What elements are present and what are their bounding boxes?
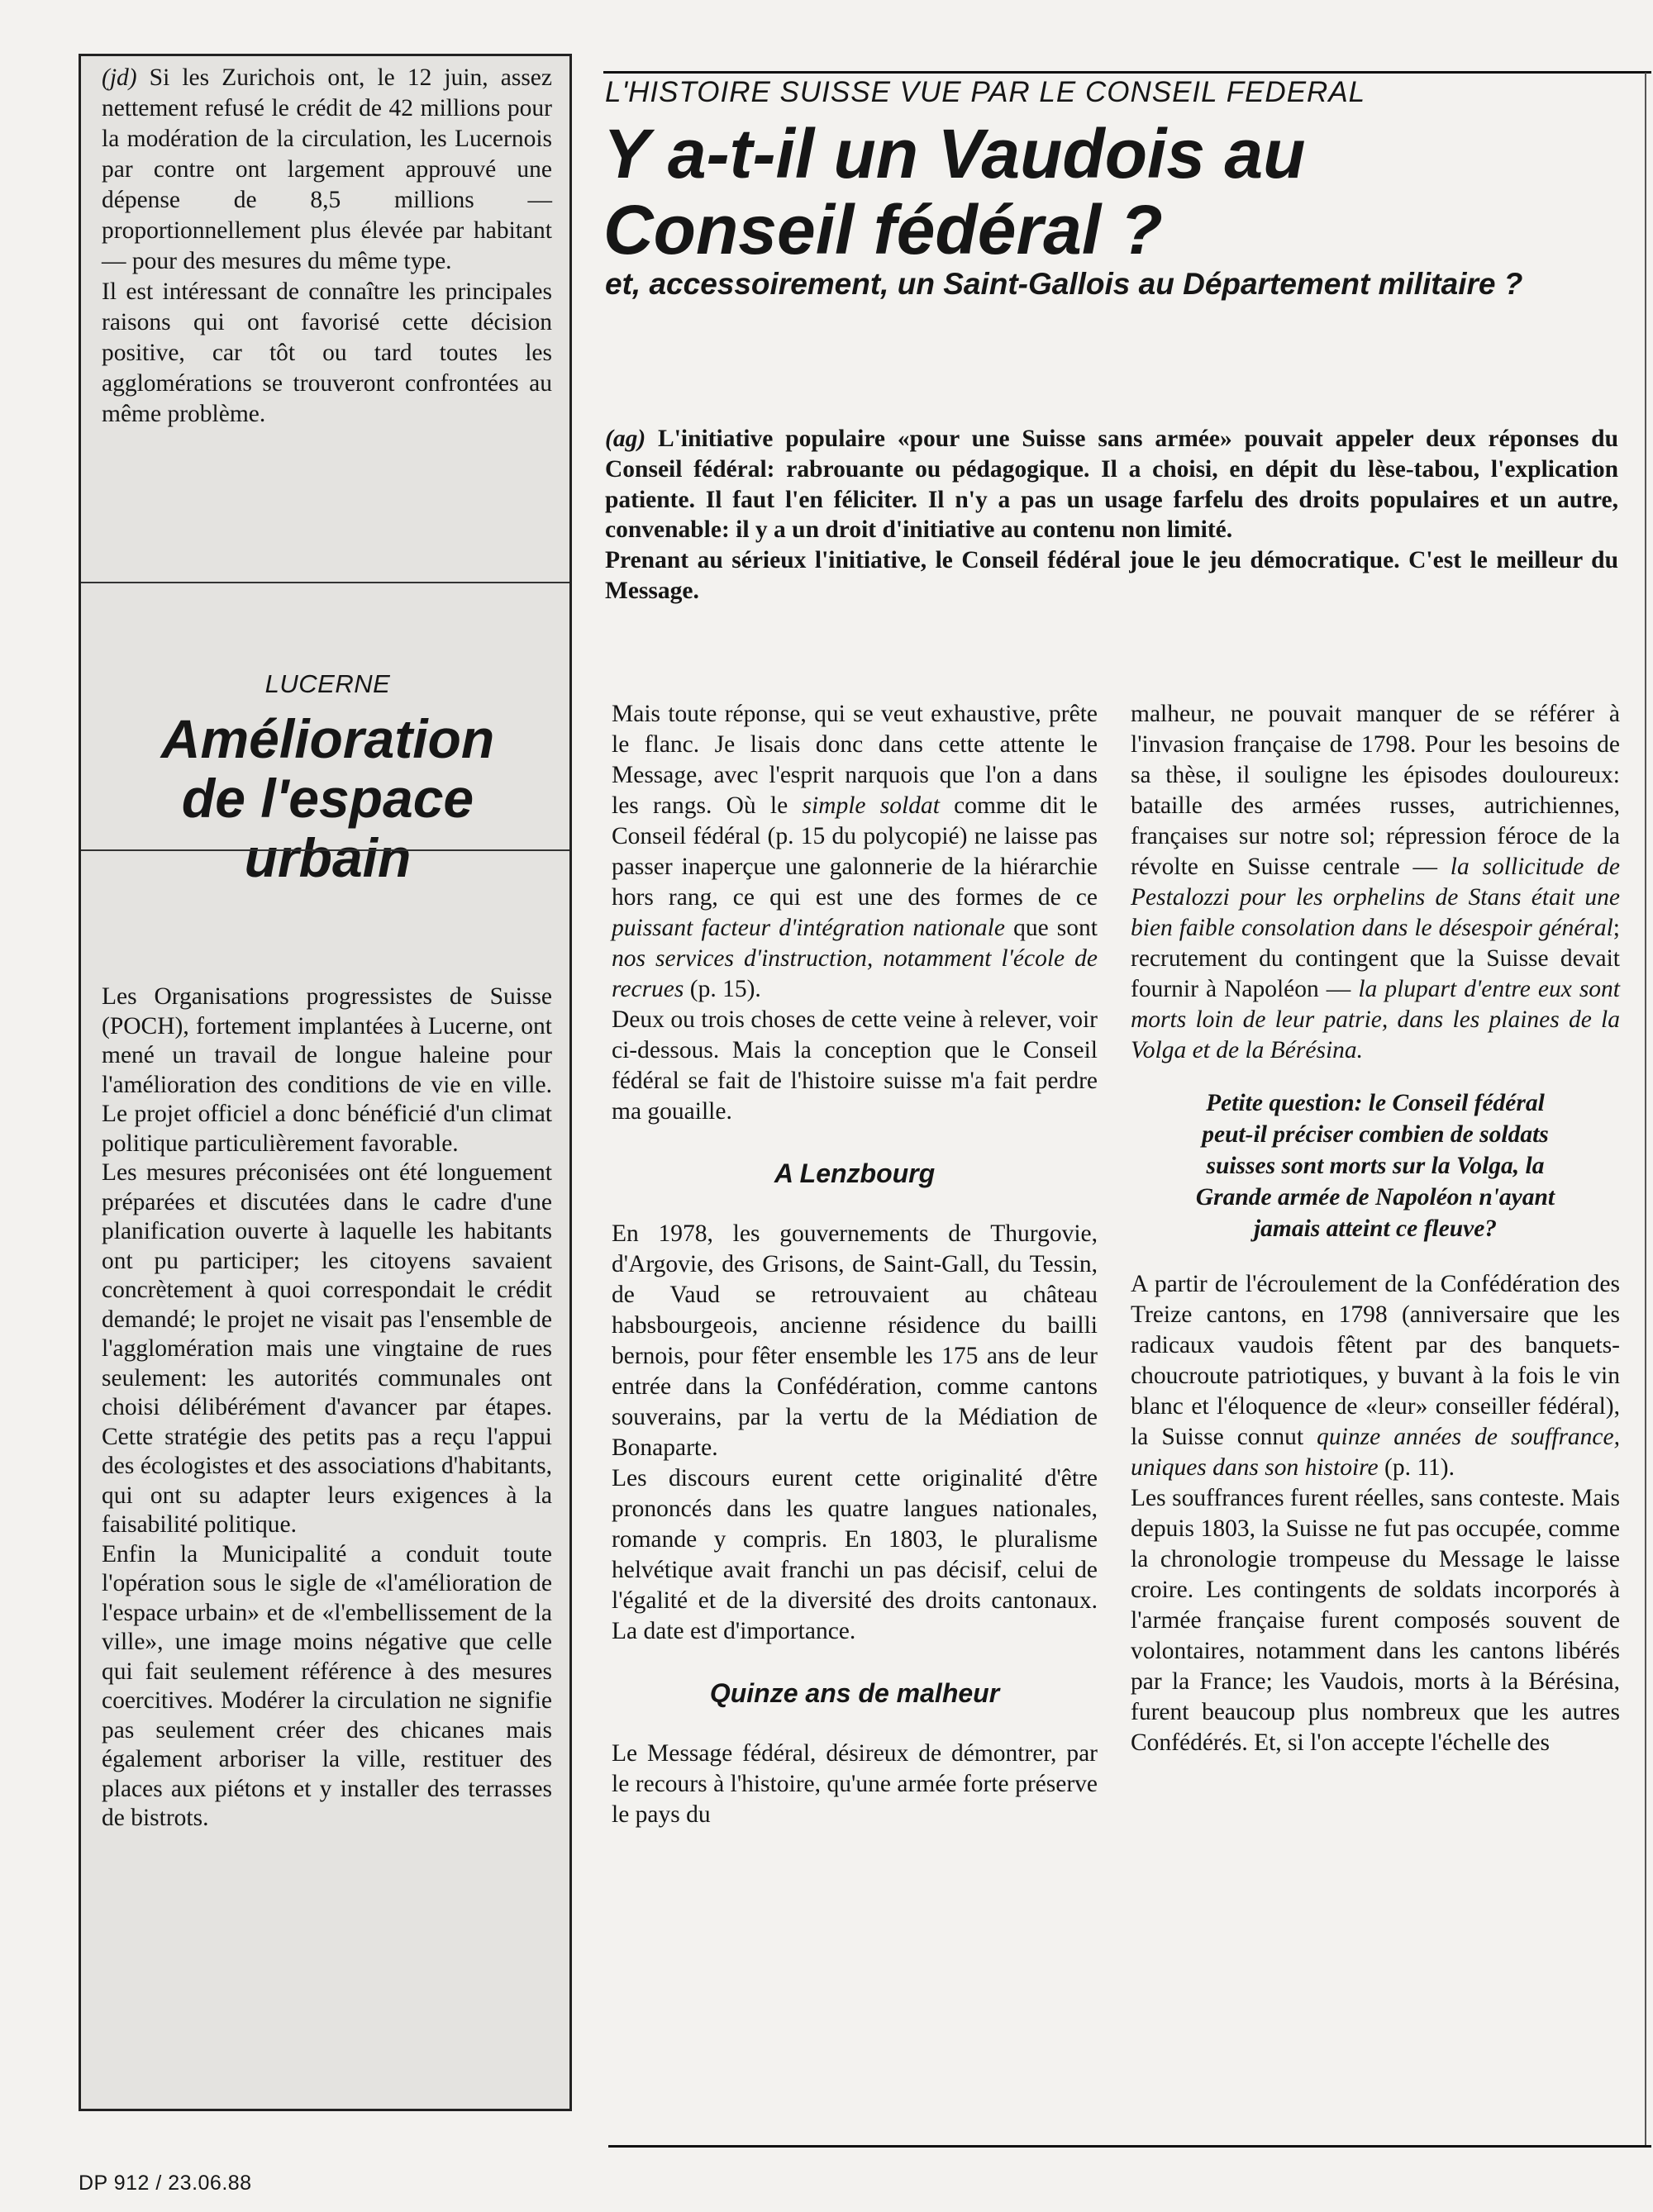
subhead-lenzbourg: A Lenzbourg xyxy=(774,1158,936,1188)
intro-text-2: Il est intéressant de connaître les principales raisons qui ont favorisé cette décision positive, car tôt ou tard toutes les agglomérations se trouveront confrontées au même problème. xyxy=(102,278,552,427)
sidebar-title-line-1: Amélioration xyxy=(160,708,495,769)
pullquote: Petite question: le Conseil fédéral peut-il préciser combien de soldats suisses sont morts sur la Volga, la Grande armée de Napoléon n'ayant jamais atteint ce fleuve? xyxy=(1195,1090,1555,1242)
col-b-paragraph-2: A partir de l'écroulement de la Confédération des Treize cantons, en 1798 (anniversaire que les radicaux vaudois fêtent par des banquets-choucroute patriotiques, y buvant à la fois le vin blanc et l'éloquence de «leur» conseiller fédéral), la Suisse connut quinze années de souffrance, uniques dans son histoire (p. 11). xyxy=(1131,1271,1620,1481)
col-b-paragraph-3: Les souffrances furent réelles, sans conteste. Mais depuis 1803, la Suisse ne fut pas occupée, comme la chronologie trompeuse du Message le laisse croire. Les contingents de soldats incorporés à l'armée française furent composés souvent de volontaires, notamment dans les cantons libérés par la France; les Vaudois, morts à la Bérésina, furent beaucoup plus nombreux que les autres Confédérés. Et, si l'on accepte l'échelle des xyxy=(1131,1485,1620,1756)
col-a-paragraph-4: Les discours eurent cette originalité d'être prononcés dans les quatre langues nationales, romande y compris. En 1803, le pluralisme helvétique avait franchi un pas décisif, celui de l'égalité et de la diversité des droits cantonaux. La date est d'importance. xyxy=(612,1465,1098,1644)
article-title xyxy=(603,116,1645,268)
article-column-1 xyxy=(612,699,1098,1830)
col-a-paragraph-2: Deux ou trois choses de cette veine à relever, voir ci-dessous. Mais la conception que le Conseil fédéral se fait de l'histoire suisse m'a fait perdre ma gouaille. xyxy=(612,1006,1098,1125)
article-kicker: L'HISTOIRE SUISSE VUE PAR LE CONSEIL FEDERAL xyxy=(605,76,1366,108)
left-sidebar-box xyxy=(79,54,572,2111)
lead-text-1: L'initiative populaire «pour une Suisse sans armée» pouvait appeler deux réponses du Conseil fédéral: rabrouante ou pédagogique. Il a choisi, en dépit du lèse-tabou, l'explication patiente. Il faut l'en féliciter. Il n'y a pas un usage farfelu des droits populaires et un autre, convenable: il y a un droit d'initiative au contenu non limité. xyxy=(605,426,1618,544)
col-a-paragraph-1: Mais toute réponse, qui se veut exhaustive, prête le flanc. Je lisais donc dans cette attente le Message, avec l'esprit narquois que l'on a dans les rangs. Où le simple soldat comme dit le Conseil fédéral (p. 15 du polycopié) ne laisse pas passer inaperçue une galonnerie de la hiérarchie hors rang, ce qui est une des formes de ce puissant facteur d'intégration nationale que sont nos services d'instruction, notamment l'école de recrues (p. 15). xyxy=(612,701,1098,1002)
sidebar-divider-top xyxy=(81,582,569,583)
intro-paragraph xyxy=(102,63,552,430)
sidebar-title xyxy=(81,709,574,887)
header-rule xyxy=(603,71,1651,74)
article-column-2 xyxy=(1131,699,1620,1758)
col-b-paragraph-1: malheur, ne pouvait manquer de se référer à l'invasion française de 1798. Pour les besoins de sa thèse, il souligne les épisodes douloureux: bataille des armées russes, autrichiennes, françaises sur notre sol; répression féroce de la révolte en Suisse centrale — la sollicitude de Pestalozzi pour les orphelins de Stans était une bien faible consolation dans le désespoir général; recrutement du contingent que la Suisse devait fournir à Napoléon — la plupart d'entre eux sont morts loin de leur patrie, dans les plaines de la Volga et de la Bérésina. xyxy=(1131,701,1621,1063)
sidebar-kicker: LUCERNE xyxy=(264,669,391,698)
sidebar-title-line-2: de l'espace xyxy=(181,768,474,829)
col-a-paragraph-5: Le Message fédéral, désireux de démontrer, par le recours à l'histoire, qu'une armée forte préserve le pays du xyxy=(612,1740,1098,1828)
pullquote-wrapper xyxy=(1131,1066,1620,1269)
sidebar-divider-bottom xyxy=(81,849,569,851)
sidebar-body-p2: Les mesures préconisées ont été longuement préparées et discutées dans le cadre d'une planification ouverte à laquelle les habitants ont pu participer; les citoyens savaient concrètement à quoi correspondait le crédit demandé; le projet ne visait pas l'ensemble de l'agglomération mais une vingtaine de rues seulement: les autorités communales ont choisi délibérément d'avancer par étapes. Cette stratégie des petits pas a reçu l'appui des écologistes et des associations d'habitants, qui ont su adapter leurs exigences à la faisabilité politique. xyxy=(102,1159,552,1538)
article-lead xyxy=(605,424,1618,607)
article-title-line-2: Conseil fédéral ? xyxy=(603,191,1163,269)
intro-author-tag: (jd) xyxy=(102,64,137,91)
sidebar-body xyxy=(102,982,552,1834)
page-footer: DP 912 / 23.06.88 xyxy=(79,2172,252,2195)
lead-author-tag: (ag) xyxy=(605,426,646,452)
bottom-rule xyxy=(608,2145,1651,2148)
subhead-quinze-ans: Quinze ans de malheur xyxy=(709,1678,1000,1708)
intro-text: Si les Zurichois ont, le 12 juin, assez nettement refusé le crédit de 42 millions pour la modération de la circulation, les Lucernois par contre ont largement approuvé une dépense de 8,5 millions — proportionnellement plus élevée par habitant — pour des mesures du même type. xyxy=(102,64,552,274)
sidebar-title-line-3: urbain xyxy=(244,827,412,888)
sidebar-body-p3: Enfin la Municipalité a conduit toute l'opération sous le sigle de «l'amélioration de l'espace urbain» et de «l'embellissement de la ville», une image moins négative que celle qui fait seulement référence à des mesures coercitives. Modérer la circulation ne signifie pas seulement créer des chicanes mais également arboriser la ville, restituer des places aux piétons et y installer des terrasses de bistrots. xyxy=(102,1540,552,1831)
right-edge-rule xyxy=(1645,73,1646,2145)
sidebar-body-p1: Les Organisations progressistes de Suisse (POCH), fortement implantées à Lucerne, ont mené un travail de longue haleine pour l'amélioration des conditions de vie en ville. Le projet officiel a donc bénéficié d'un climat politique particulièrement favorable. xyxy=(102,983,552,1157)
article-subtitle: et, accessoirement, un Saint-Gallois au Département militaire ? xyxy=(605,267,1523,301)
lead-text-2: Prenant au sérieux l'initiative, le Conseil fédéral joue le jeu démocratique. C'est le meilleur du Message. xyxy=(605,547,1618,604)
article-title-line-1: Y a-t-il un Vaudois au xyxy=(603,115,1306,193)
col-a-paragraph-3: En 1978, les gouvernements de Thurgovie, d'Argovie, des Grisons, de Saint-Gall, du Tessin, de Vaud se retrouvaient au château habsbourgeois, ancienne résidence du bailli bernois, pour fêter ensemble les 175 ans de leur entrée dans la Confédération, comme cantons souverains, par la vertu de la Médiation de Bonaparte. xyxy=(612,1220,1098,1461)
